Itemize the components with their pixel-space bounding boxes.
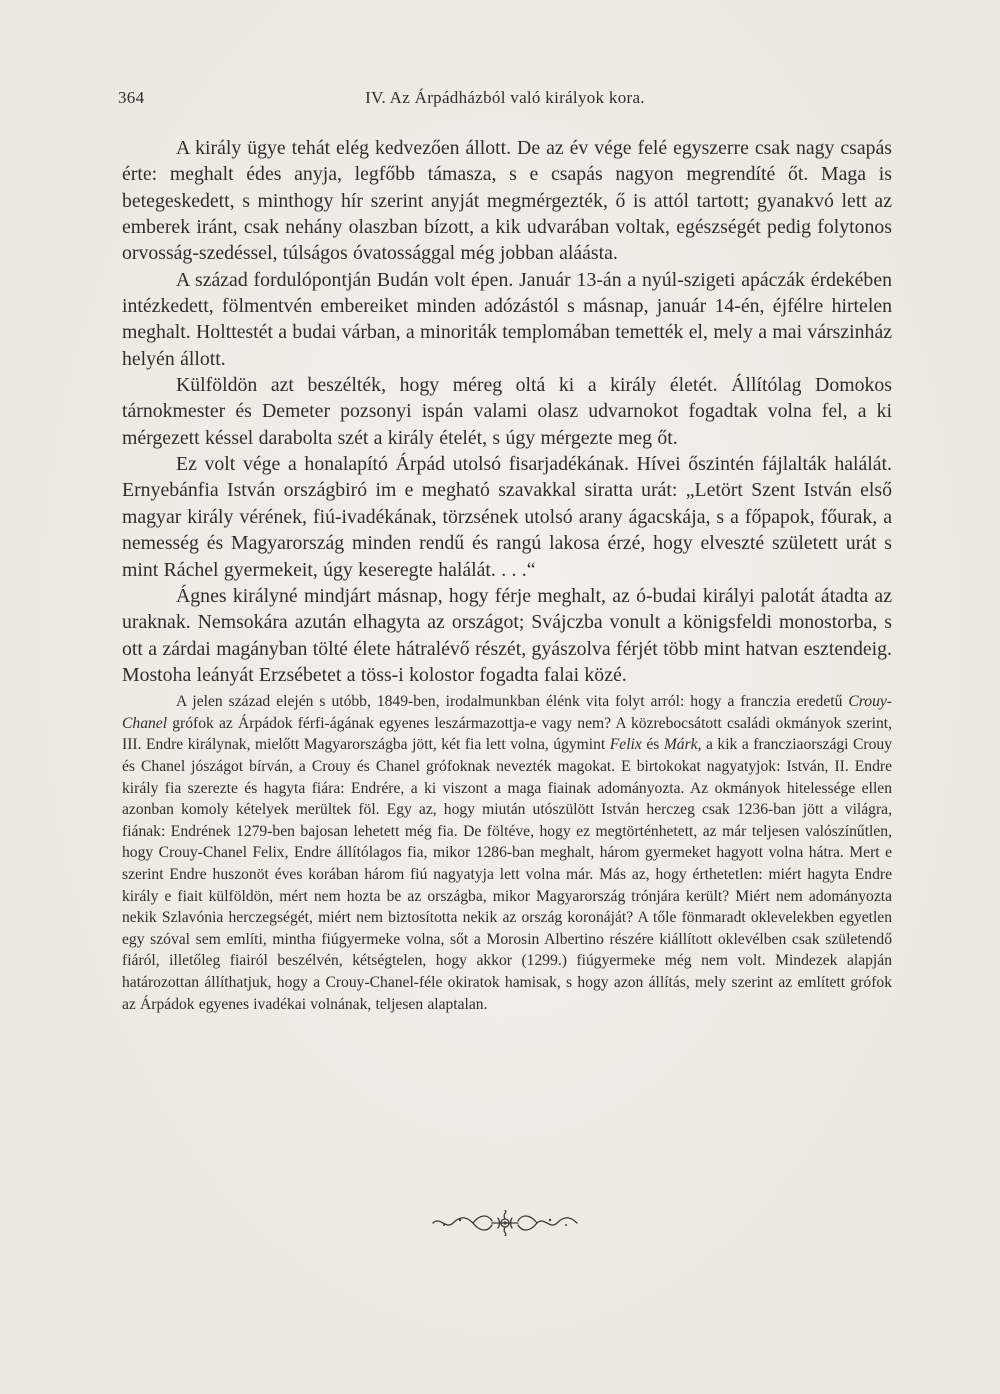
footnote-italic-name: Felix	[609, 736, 642, 754]
paragraph: Külföldön azt beszélték, hogy méreg oltá ki a király életét. Állítólag Domokos tárnokmester és Demeter pozsonyi ispán valami olasz udvarnokot fogadtak volna fel, a ki mérgezett késsel darabolta szét a király ételét, s úgy mérgezte meg őt.	[122, 374, 892, 449]
floral-vignette-icon	[430, 1210, 580, 1236]
footnote-italic-name: Crouy-Chanel	[122, 693, 892, 732]
footnote-italic-name: Márk	[663, 736, 698, 754]
paragraph: Ez volt vége a honalapító Árpád utolsó fisarjadékának. Hívei őszintén fájlalták halálát. Ernyebánfia István országbiró im e megható szavakkal siratta urát: „Letört Szent István első magyar király vérének, fiú-ivadékának, törzsének utolsó arany ágacskája, s a főpapok, főurak, a nemesség és Magyarország minden rendű és rangú lakosa érzé, hogy elveszté született urát s mint Ráchel gyermekeit, úgy keseregte halálát. . . .“	[122, 453, 892, 581]
footnote	[122, 691, 892, 1015]
page-header	[118, 88, 892, 116]
page-number: 364	[118, 88, 145, 107]
footnote-paragraph	[122, 691, 892, 1015]
main-text	[122, 135, 892, 688]
paragraph: Ágnes királyné mindjárt másnap, hogy férje meghalt, az ó-budai királyi palotát átadta az uraknak. Nemsokára azután elhagyta az országot; Svájczba vonult a königsfeldi monostorba, s ott a zárdai magányban tölté élete hátralévő részét, gyászolva férjét több mint hatvan esztendeig. Mostoha leányát Erzsébetet a töss-i kolostor fogadta falai közé.	[122, 584, 892, 686]
text-block	[122, 135, 892, 1015]
running-head: IV. Az Árpádházból való királyok kora.	[365, 88, 645, 107]
footnote-text: grófok az Árpádok férfi-ágának egyenes leszármazottja-e vagy nem? A közrebocsátott családi okmányok szerint, III. Endre királynak, mielőtt Magyarországba jött, két fia lett volna, úgymint	[122, 714, 892, 754]
paragraph: A század fordulópontján Budán volt épen. Január 13-án a nyúl-szigeti apáczák érdekében intézkedett, fölmentvén embereiket minden adózástól s másnap, január 14-én, éjfélre hirtelen meghalt. Holttestét a budai várban, a minoriták templomában temették el, mely a mai várszinház helyén állott.	[122, 268, 892, 370]
footnote-text: , a kik a francziaországi Crouy és Chanel jószágot bírván, a Crouy és Chanel grófoknak nevezték magokat. E birtokokat nagyatyjok: István, II. Endre király fia szerezte és hagyta fiára: Endrére, a ki viszont a maga fiainak adományozta. Az okmányok hitelessége ellen azonban komoly kételyek merültek föl. Egy az, hogy miután utószülött István herczeg csak 1236-ban jött a világra, fiának: Endrének 1279-ben bajosan lehetett még fia. De föltéve, hogy ez megtörténhetett, az már teljesen valószínűtlen, hogy Crouy-Chanel Felix, Endre állítólagos fia, mikor 1286-ban meghalt, három gyermeket hagyott volna hátra. Mert e szerint Endre huszonöt éves korában három fiú nagyatyja lett volna már. Más az, hogy érthetetlen: miért hagyta Endre király e fiait külföldön, mért nem hozta be az országba, mikor Magyarország trónjára került? Miért nem adományozta nekik Szlavónia herczegségét, miért nem biztosította nekik az ország koronáját? A tőle fönmaradt oklevelekben egyetlen egy szóval sem említi, mintha fiúgyermeke volna, sőt a Morosin Albertino részére kiállított oklevélben csak születendő fiáról, illetőleg fiairól beszélvén, kétségtelen, hogy akkor (1299.) fiúgyermeke még nem volt. Mindezek alapján határozottan állíthatjuk, hogy a Crouy-Chanel-féle okiratok hamisak, s hogy azon állítás, mely szerint az említett grófok az Árpádok egyenes ivadékai volnának, teljesen alaptalan.	[122, 736, 892, 1013]
footnote-text: A jelen század elején s utóbb, 1849-ben, irodalmunkban élénk vita folyt arról: hogy a franczia eredetű	[176, 693, 849, 711]
paragraph: A király ügye tehát elég kedvezően állott. De az év vége felé egyszerre csak nagy csapás érte: meghalt édes anyja, legfőbb támasza, s e csapás nagyon megrendíté őt. Maga is betegeskedett, s minthogy hír szerint anyját megmérgezték, ő is attól tartott; gyanakvó lett az emberek iránt, csak nehány olaszban bízott, a kik udvarában voltak, egészségét pedig folytonos orvosság-szedéssel, túlságos óvatossággal még jobban aláásta.	[122, 137, 892, 265]
footnote-text: és	[641, 736, 664, 754]
